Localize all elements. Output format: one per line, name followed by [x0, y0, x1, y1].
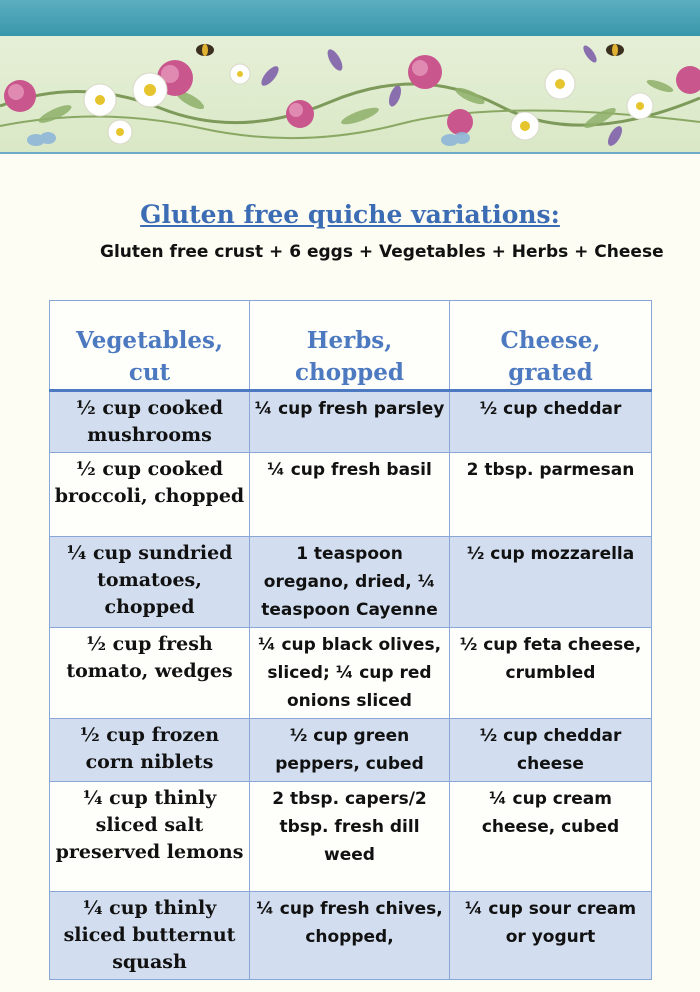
cheese-cell: ½ cup cheddar	[450, 391, 652, 453]
vegetables-cell: ¼ cup sundried tomatoes, chopped	[50, 537, 250, 628]
table-row	[50, 537, 652, 628]
cheese-cell: ½ cup cheddar cheese	[450, 719, 652, 782]
herbs-cell: ¼ cup black olives, sliced; ¼ cup red onions sliced	[250, 628, 450, 719]
floral-banner-image	[0, 36, 700, 154]
table-row	[50, 628, 652, 719]
column-header-line: chopped	[295, 359, 404, 386]
top-color-bar	[0, 0, 700, 37]
recipe-formula: Gluten free crust + 6 eggs + Vegetables + Herbs + Cheese	[100, 242, 664, 262]
table-row	[50, 719, 652, 782]
cheese-cell: ½ cup mozzarella	[450, 537, 652, 628]
column-header-cheese	[450, 301, 652, 391]
vegetables-cell: ½ cup cooked mushrooms	[50, 391, 250, 453]
vegetables-cell: ½ cup fresh tomato, wedges	[50, 628, 250, 719]
vegetables-cell: ¼ cup thinly sliced salt preserved lemons	[50, 782, 250, 892]
column-header-line: cut	[128, 359, 171, 386]
herbs-cell: 1 teaspoon oregano, dried, ¼ teaspoon Cayenne	[250, 537, 450, 628]
column-header-line: grated	[508, 359, 593, 386]
column-header-vegetables	[50, 301, 250, 391]
page-title: Gluten free quiche variations:	[140, 200, 560, 229]
herbs-cell: ¼ cup fresh basil	[250, 453, 450, 537]
table-row	[50, 782, 652, 892]
cheese-cell: ¼ cup cream cheese, cubed	[450, 782, 652, 892]
herbs-cell: 2 tbsp. capers/2 tbsp. fresh dill weed	[250, 782, 450, 892]
column-header-line: Cheese,	[500, 327, 601, 354]
cheese-cell: ¼ cup sour cream or yogurt	[450, 892, 652, 980]
herbs-cell: ¼ cup fresh chives, chopped,	[250, 892, 450, 980]
herbs-cell: ½ cup green peppers, cubed	[250, 719, 450, 782]
vegetables-cell: ½ cup cooked broccoli, chopped	[50, 453, 250, 537]
column-header-line: Herbs,	[306, 327, 393, 354]
quiche-variations-table	[49, 300, 652, 980]
table-row	[50, 453, 652, 537]
cheese-cell: 2 tbsp. parmesan	[450, 453, 652, 537]
vegetables-cell: ¼ cup thinly sliced butternut squash	[50, 892, 250, 980]
herbs-cell: ¼ cup fresh parsley	[250, 391, 450, 453]
table-row	[50, 892, 652, 980]
column-header-herbs	[250, 301, 450, 391]
table-row	[50, 391, 652, 453]
vegetables-cell: ½ cup frozen corn niblets	[50, 719, 250, 782]
table-header-row	[50, 301, 652, 391]
cheese-cell: ½ cup feta cheese, crumbled	[450, 628, 652, 719]
column-header-line: Vegetables,	[75, 327, 224, 354]
